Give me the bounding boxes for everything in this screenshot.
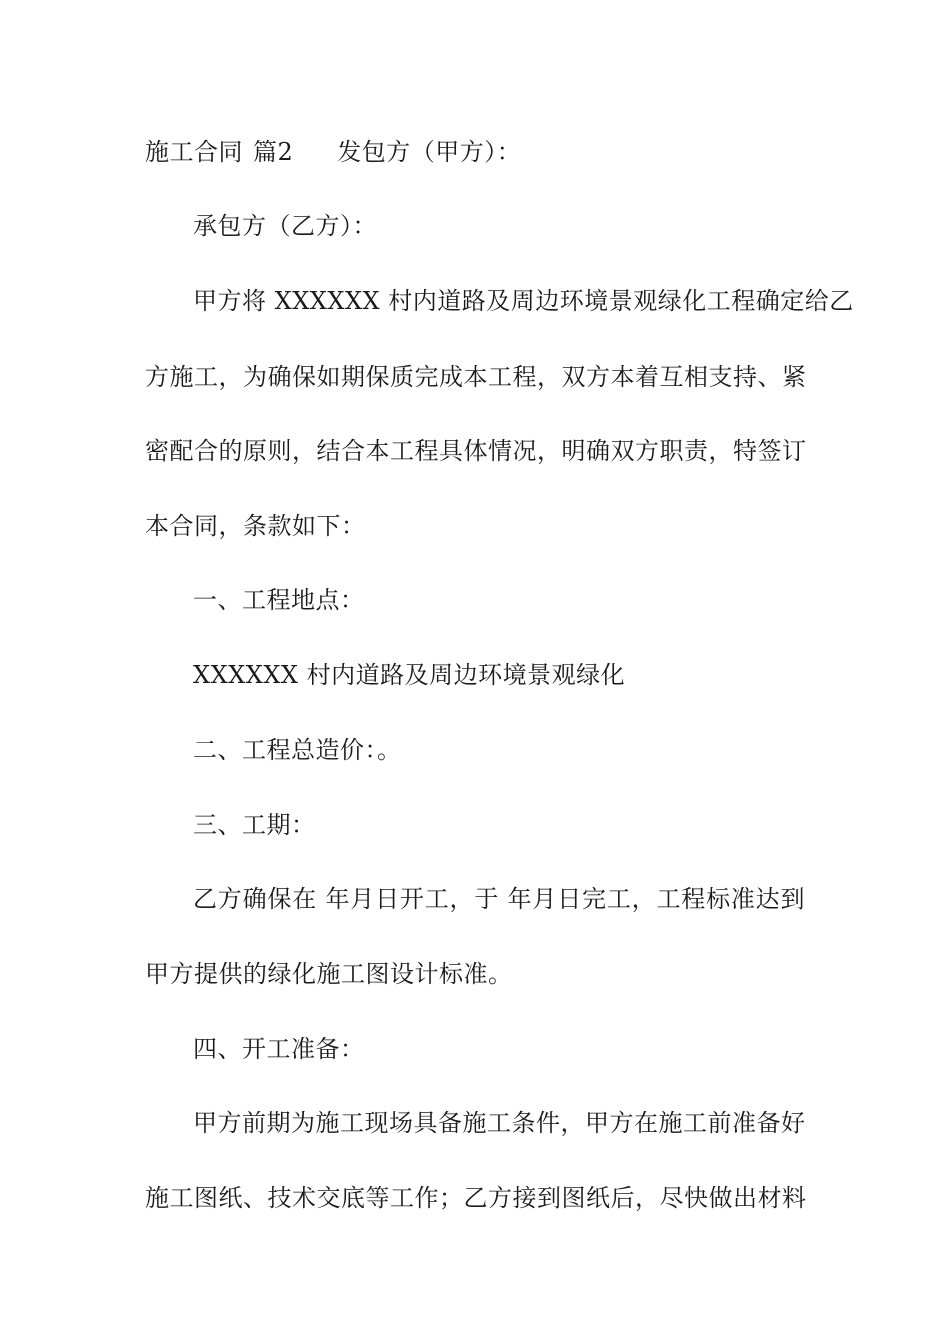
section-1-body: XXXXXX 村内道路及周边环境景观绿化 xyxy=(193,661,626,689)
section-3-body-line-1: 乙方确保在 年月日开工，于 年月日完工，工程标准达到 xyxy=(193,885,805,913)
intro-line-2: 方施工，为确保如期保质完成本工程，双方本着互相支持、紧 xyxy=(145,363,807,391)
party-b-label: 承包方（乙方）： xyxy=(193,212,377,240)
section-3-body-line-2: 甲方提供的绿化施工图设计标准。 xyxy=(145,960,513,988)
intro-line-4: 本合同，条款如下： xyxy=(145,512,366,540)
document-title-line xyxy=(145,137,805,167)
section-4-body-line-1: 甲方前期为施工现场具备施工条件，甲方在施工前准备好 xyxy=(193,1109,806,1137)
section-1-heading: 一、工程地点： xyxy=(193,586,365,614)
document-title: 施工合同 xyxy=(145,138,243,166)
party-a-label: 发包方（甲方）： xyxy=(337,138,522,166)
section-3-heading: 三、工期： xyxy=(193,811,316,839)
document-section-number: 篇2 xyxy=(253,138,294,166)
section-4-heading: 四、开工准备： xyxy=(193,1035,365,1063)
intro-line-3: 密配合的原则，结合本工程具体情况，明确双方职责，特签订 xyxy=(145,437,807,465)
section-2-heading: 二、工程总造价：。 xyxy=(193,736,402,764)
section-4-body-line-2: 施工图纸、技术交底等工作；乙方接到图纸后，尽快做出材料 xyxy=(145,1184,807,1212)
intro-line-1: 甲方将 XXXXXX 村内道路及周边环境景观绿化工程确定给乙 xyxy=(193,287,854,315)
